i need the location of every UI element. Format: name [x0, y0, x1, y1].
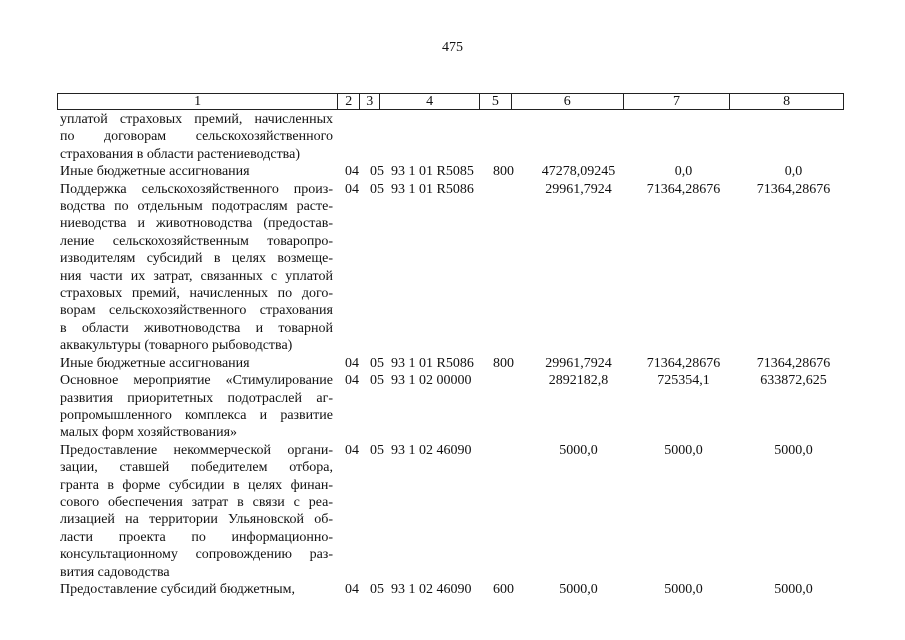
cell-c3: 05	[370, 181, 384, 197]
row-description	[60, 581, 333, 598]
cell-c7: 5000,0	[664, 442, 703, 458]
header-col-7: 7	[624, 94, 731, 109]
cell-c6: 47278,09245	[541, 164, 616, 180]
cell-c4: 93 1 02 46090	[391, 442, 472, 458]
page-number: 475	[442, 40, 463, 55]
table-header	[57, 93, 844, 110]
description-line: вития садоводства	[60, 564, 170, 580]
header-col-4: 4	[380, 94, 480, 109]
table-body	[60, 111, 850, 598]
cell-c6: 29961,7924	[545, 355, 612, 371]
description-line: страхования в области растениеводства)	[60, 146, 300, 162]
description-line: зации, ставшей победителем отбора,	[60, 460, 333, 476]
table-row	[60, 372, 850, 442]
description-line: лизацией на территории Ульяновской об-	[60, 512, 333, 528]
description-line: Иные бюджетные ассигнования	[60, 355, 250, 371]
cell-c7: 5000,0	[664, 581, 703, 597]
cell-c3: 05	[370, 581, 384, 597]
cell-c7: 71364,28676	[646, 355, 721, 371]
cell-c7: 0,0	[674, 164, 693, 180]
description-line: по договорам сельскохозяйственного	[60, 129, 333, 145]
cell-c4: 93 1 02 00000	[391, 373, 472, 389]
header-col-2: 2	[338, 94, 360, 109]
cell-c7: 725354,1	[657, 373, 710, 389]
description-line: развития приоритетных подотраслей аг-	[60, 390, 333, 406]
cell-c6: 2892182,8	[548, 373, 609, 389]
cell-c3: 05	[370, 164, 384, 180]
description-line: страховых премий, начисленных по дого-	[60, 286, 333, 302]
header-col-1: 1	[58, 94, 338, 109]
header-col-8: 8	[783, 94, 791, 109]
cell-c5: 800	[493, 355, 514, 371]
description-line: ния части их затрат, связанных с уплатой	[60, 268, 333, 284]
description-line: малых форм хозяйствования»	[60, 425, 238, 441]
description-line: ление сельскохозяйственным товаропро-	[60, 233, 333, 249]
description-line: изводителям субсидий в целях возмеще-	[60, 251, 333, 267]
row-description	[60, 442, 333, 581]
cell-c3: 05	[370, 373, 384, 389]
cell-c8: 71364,28676	[756, 355, 831, 371]
cell-c5: 600	[493, 581, 514, 597]
description-line: уплатой страховых премий, начисленных	[60, 112, 333, 127]
cell-c8: 0,0	[784, 164, 803, 180]
description-line: Иные бюджетные ассигнования	[60, 164, 250, 180]
cell-c4: 93 1 02 46090	[391, 581, 472, 597]
row-description	[60, 181, 333, 355]
cell-c8: 5000,0	[774, 442, 813, 458]
cell-c2: 04	[345, 355, 359, 371]
row-description	[60, 355, 333, 372]
description-line: Предоставление субсидий бюджетным,	[60, 581, 296, 597]
table-row	[60, 111, 850, 163]
cell-c3: 05	[370, 355, 384, 371]
cell-c8: 71364,28676	[756, 181, 831, 197]
description-line: в области животноводства и товарной	[60, 320, 333, 336]
header-col-6: 6	[512, 94, 624, 109]
cell-c2: 04	[345, 164, 359, 180]
table-row	[60, 581, 850, 598]
description-line: ропромышленного комплекса и развитие	[60, 407, 333, 423]
description-line: Поддержка сельскохозяйственного произ-	[60, 181, 333, 197]
cell-c4: 93 1 01 R5086	[391, 181, 474, 197]
cell-c3: 05	[370, 442, 384, 458]
cell-c7: 71364,28676	[646, 181, 721, 197]
cell-c2: 04	[345, 373, 359, 389]
cell-c6: 5000,0	[559, 442, 598, 458]
cell-c2: 04	[345, 581, 359, 597]
cell-c5: 800	[493, 164, 514, 180]
row-description	[60, 163, 333, 180]
description-line: Предоставление некоммерческой органи-	[60, 442, 333, 458]
description-line: гранта в форме субсидии в целях финан-	[60, 477, 333, 493]
cell-c4: 93 1 01 R5085	[391, 164, 474, 180]
table-row	[60, 355, 850, 372]
cell-c4: 93 1 01 R5086	[391, 355, 474, 371]
description-line: Основное мероприятие «Стимулирование	[60, 373, 333, 389]
description-line: ласти проекта по информационно-	[60, 529, 333, 545]
description-line: консультационному сопровождению раз-	[60, 547, 333, 563]
table-row	[60, 163, 850, 180]
table-row	[60, 181, 850, 355]
header-col-3: 3	[360, 94, 380, 109]
cell-c8: 5000,0	[774, 581, 813, 597]
cell-c2: 04	[345, 181, 359, 197]
cell-c2: 04	[345, 442, 359, 458]
description-line: водства по отдельным подотраслям расте-	[60, 199, 333, 215]
row-description	[60, 372, 333, 442]
description-line: сового обеспечения затрат в связи с реа-	[60, 494, 333, 510]
cell-c6: 29961,7924	[545, 181, 612, 197]
table-row	[60, 442, 850, 581]
description-line: ниеводства и животноводства (предостав-	[60, 216, 333, 232]
cell-c8: 633872,625	[760, 373, 827, 389]
row-description	[60, 111, 333, 163]
description-line: ворам сельскохозяйственного страхования	[60, 303, 333, 319]
cell-c6: 5000,0	[559, 581, 598, 597]
header-col-5: 5	[480, 94, 512, 109]
description-line: аквакультуры (товарного рыбоводства)	[60, 338, 293, 354]
